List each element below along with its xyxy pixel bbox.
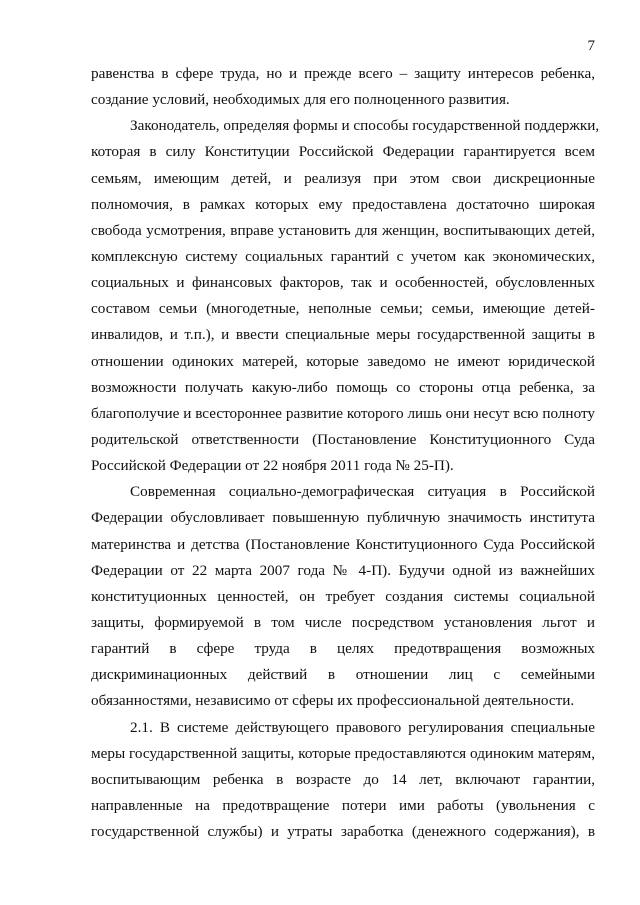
text-line: 2.1. В системе действующего правового регулирования специальные (130, 718, 595, 736)
text-line: Федерации обусловливает повышенную публичную значимость института (91, 509, 595, 527)
text-line: семьям, имеющим детей, и реализуя при этом свои дискреционные (91, 169, 595, 187)
text-line: гарантий в сфере труда в целях предотвращения возможных (91, 640, 595, 658)
paragraph-3 (91, 479, 595, 714)
text-line: комплексную систему социальных гарантий с учетом как экономических, (91, 247, 595, 265)
text-line: возможности получать какую-либо помощь со стороны отца ребенка, за (91, 378, 595, 396)
text-line: отношении одиноких матерей, которые заведомо не имеют юридической (91, 352, 595, 370)
text-line: направленные на предотвращение потери ими работы (увольнения с (91, 796, 595, 814)
text-line: социальных и финансовых факторов, так и особенностей, обусловленных (91, 274, 595, 292)
text-line: дискриминационных действий в отношении лиц с семейными (91, 666, 595, 684)
paragraph-4 (91, 715, 595, 846)
text-line: которая в силу Конституции Российской Федерации гарантируется всем (91, 143, 595, 161)
text-line: государственной службы) и утраты заработка (денежного содержания), в (91, 823, 595, 841)
text-line: Законодатель, определяя формы и способы государственной поддержки, (130, 117, 600, 135)
text-line: свобода усмотрения, вправе установить для женщин, воспитывающих детей, (91, 221, 595, 239)
paragraph-1 (91, 61, 595, 113)
text-line: составом семьи (многодетные, неполные семьи; семьи, имеющие детей- (91, 300, 595, 318)
text-line: защиты, формируемой в том числе посредством установления льгот и (91, 613, 595, 631)
text-line: благополучие и всестороннее развитие которого лишь они несут всю полноту (91, 404, 595, 422)
text-line: материнства и детства (Постановление Конституционного Суда Российской (91, 535, 595, 553)
text-line: меры государственной защиты, которые предоставляются одиноким матерям, (91, 744, 595, 762)
text-line: Современная социально-демографическая ситуация в Российской (130, 483, 595, 501)
text-line: воспитывающим ребенка в возрасте до 14 лет, включают гарантии, (91, 770, 595, 788)
text-line: родительской ответственности (Постановление Конституционного Суда (91, 430, 595, 448)
text-line: создание условий, необходимых для его полноценного развития. (91, 91, 510, 109)
text-line: Федерации от 22 марта 2007 года № 4-П). Будучи одной из важнейших (91, 561, 595, 579)
text-line: инвалидов, и т.п.), и ввести специальные меры государственной защиты в (91, 326, 595, 344)
page-number: 7 (587, 38, 595, 54)
paragraph-2 (91, 113, 600, 479)
text-line: равенства в сфере труда, но и прежде всего – защиту интересов ребенка, (91, 65, 595, 82)
text-line: Российской Федерации от 22 ноября 2011 года № 25-П). (91, 457, 454, 475)
text-line: полномочия, в рамках которых ему предоставлена достаточно широкая (91, 195, 595, 213)
document-body (91, 61, 600, 845)
text-line: обязанностями, независимо от сферы их профессиональной деятельности. (91, 692, 575, 710)
text-line: конституционных ценностей, он требует создания системы социальной (91, 587, 595, 605)
